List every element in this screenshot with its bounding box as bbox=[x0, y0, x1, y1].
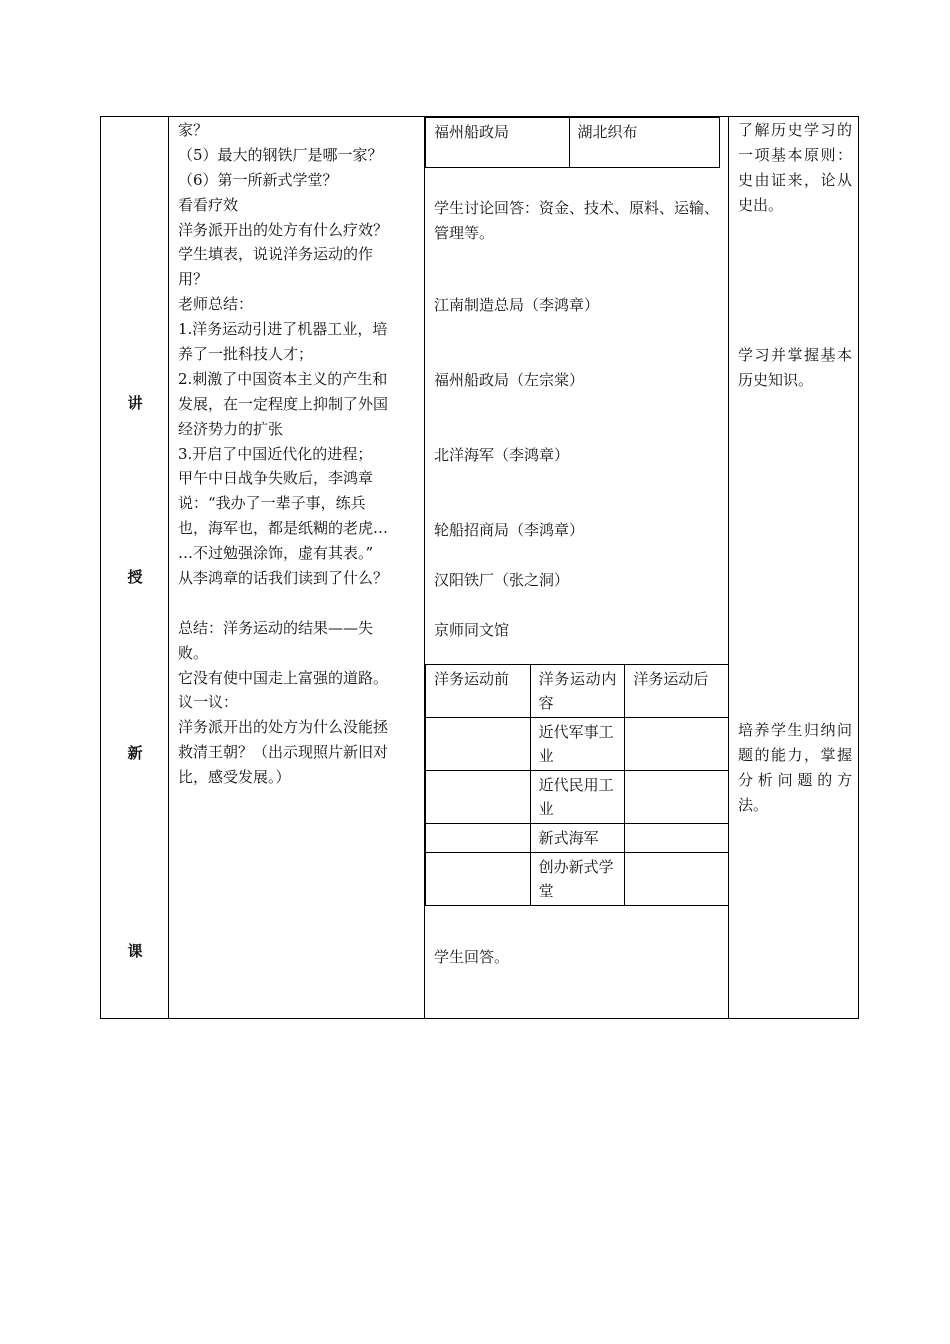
design-intent-column bbox=[738, 118, 852, 818]
text-line: …不过勉强涂饰，虚有其表。” bbox=[178, 544, 374, 563]
text-line: 洋务派开出的处方有什么疗效？ bbox=[178, 220, 389, 239]
intent-block: 培养学生归纳问题的能力，掌握分析问题的方法。 bbox=[738, 721, 852, 814]
text-line: 它没有使中国走上富强的道路。 bbox=[178, 668, 389, 687]
table-header-cell: 洋务运动内容 bbox=[530, 665, 625, 718]
text-line: 老师总结： bbox=[178, 295, 254, 314]
table-header-cell: 洋务运动前 bbox=[426, 665, 531, 718]
table-row bbox=[426, 853, 729, 906]
table-header-cell: 洋务运动后 bbox=[625, 665, 729, 718]
text-line: 用？ bbox=[178, 270, 209, 289]
text-line: 败。 bbox=[178, 643, 209, 662]
table-cell: 近代军事工业 bbox=[530, 718, 625, 771]
text-line: 从李鸿章的话我们读到了什么？ bbox=[178, 569, 389, 588]
table-cell bbox=[426, 771, 531, 824]
table-cell bbox=[426, 718, 531, 771]
list-item: 汉阳铁厂（张之洞） bbox=[434, 571, 570, 589]
table-cell bbox=[625, 771, 729, 824]
table-cell: 湖北织布 bbox=[569, 118, 720, 168]
text-line: 经济势力的扩张 bbox=[178, 419, 284, 438]
text-line: 发展，在一定程度上抑制了外国 bbox=[178, 394, 389, 413]
list-item: 福州船政局（左宗棠） bbox=[434, 371, 585, 389]
table-cell bbox=[625, 824, 729, 853]
list-item: 轮船招商局（李鸿章） bbox=[434, 521, 585, 539]
text-line: 1.洋务运动引进了机器工业，培 bbox=[178, 320, 388, 339]
text-line: 说：“我办了一辈子事，练兵 bbox=[178, 494, 366, 513]
text-line: 比，感受发展。） bbox=[178, 768, 291, 787]
section-char: 讲 bbox=[127, 394, 143, 412]
table-cell: 创办新式学堂 bbox=[530, 853, 625, 906]
text-line: 也，海军也，都是纸糊的老虎… bbox=[178, 519, 389, 538]
table-cell: 近代民用工业 bbox=[530, 771, 625, 824]
table-row bbox=[426, 718, 729, 771]
list-item: 京师同文馆 bbox=[434, 621, 510, 639]
student-activity-column bbox=[425, 116, 728, 1019]
table-cell: 福州船政局 bbox=[426, 118, 570, 168]
discussion-answer: 学生讨论回答：资金、技术、原料、运输、管理等。 bbox=[434, 199, 720, 242]
text-line bbox=[178, 591, 418, 616]
table-row bbox=[426, 824, 729, 853]
text-line: 救清王朝？（出示现照片新旧对 bbox=[178, 743, 389, 762]
list-item: 北洋海军（李鸿章） bbox=[434, 446, 570, 464]
text-line: 家？ bbox=[178, 121, 209, 139]
text-line: 议一议： bbox=[178, 693, 239, 712]
section-label-column bbox=[101, 116, 169, 1019]
intent-block: 学习并掌握基本历史知识。 bbox=[738, 346, 852, 389]
section-char: 新 bbox=[127, 744, 143, 762]
text-line: 总结：洋务运动的结果——失 bbox=[178, 618, 374, 637]
table-cell bbox=[625, 718, 729, 771]
text-line: 3.开启了中国近代化的进程； bbox=[178, 444, 373, 463]
section-char: 授 bbox=[127, 568, 143, 586]
text-line: 甲午中日战争失败后，李鸿章 bbox=[178, 469, 374, 488]
text-line: 学生填表，说说洋务运动的作 bbox=[178, 245, 374, 264]
table-cell: 新式海军 bbox=[530, 824, 625, 853]
text-line: 2.刺激了中国资本主义的产生和 bbox=[178, 369, 388, 388]
text-line: （5）最大的钢铁厂是哪一家？ bbox=[178, 145, 383, 164]
section-char: 课 bbox=[127, 942, 143, 960]
intent-block: 了解历史学习的一项基本原则：史由证来，论从史出。 bbox=[738, 121, 852, 214]
table-cell bbox=[426, 824, 531, 853]
comparison-table bbox=[425, 664, 729, 906]
text-line: 养了一批科技人才； bbox=[178, 345, 314, 364]
table-cell bbox=[426, 853, 531, 906]
teacher-activity-column bbox=[178, 118, 418, 790]
table-row bbox=[426, 771, 729, 824]
student-answer: 学生回答。 bbox=[434, 948, 510, 966]
factory-table bbox=[425, 117, 720, 168]
text-line: 洋务派开出的处方为什么没能拯 bbox=[178, 718, 389, 737]
text-line: （6）第一所新式学堂？ bbox=[178, 170, 338, 189]
list-item: 江南制造总局（李鸿章） bbox=[434, 296, 600, 314]
table-cell bbox=[625, 853, 729, 906]
text-line: 看看疗效 bbox=[178, 195, 239, 214]
